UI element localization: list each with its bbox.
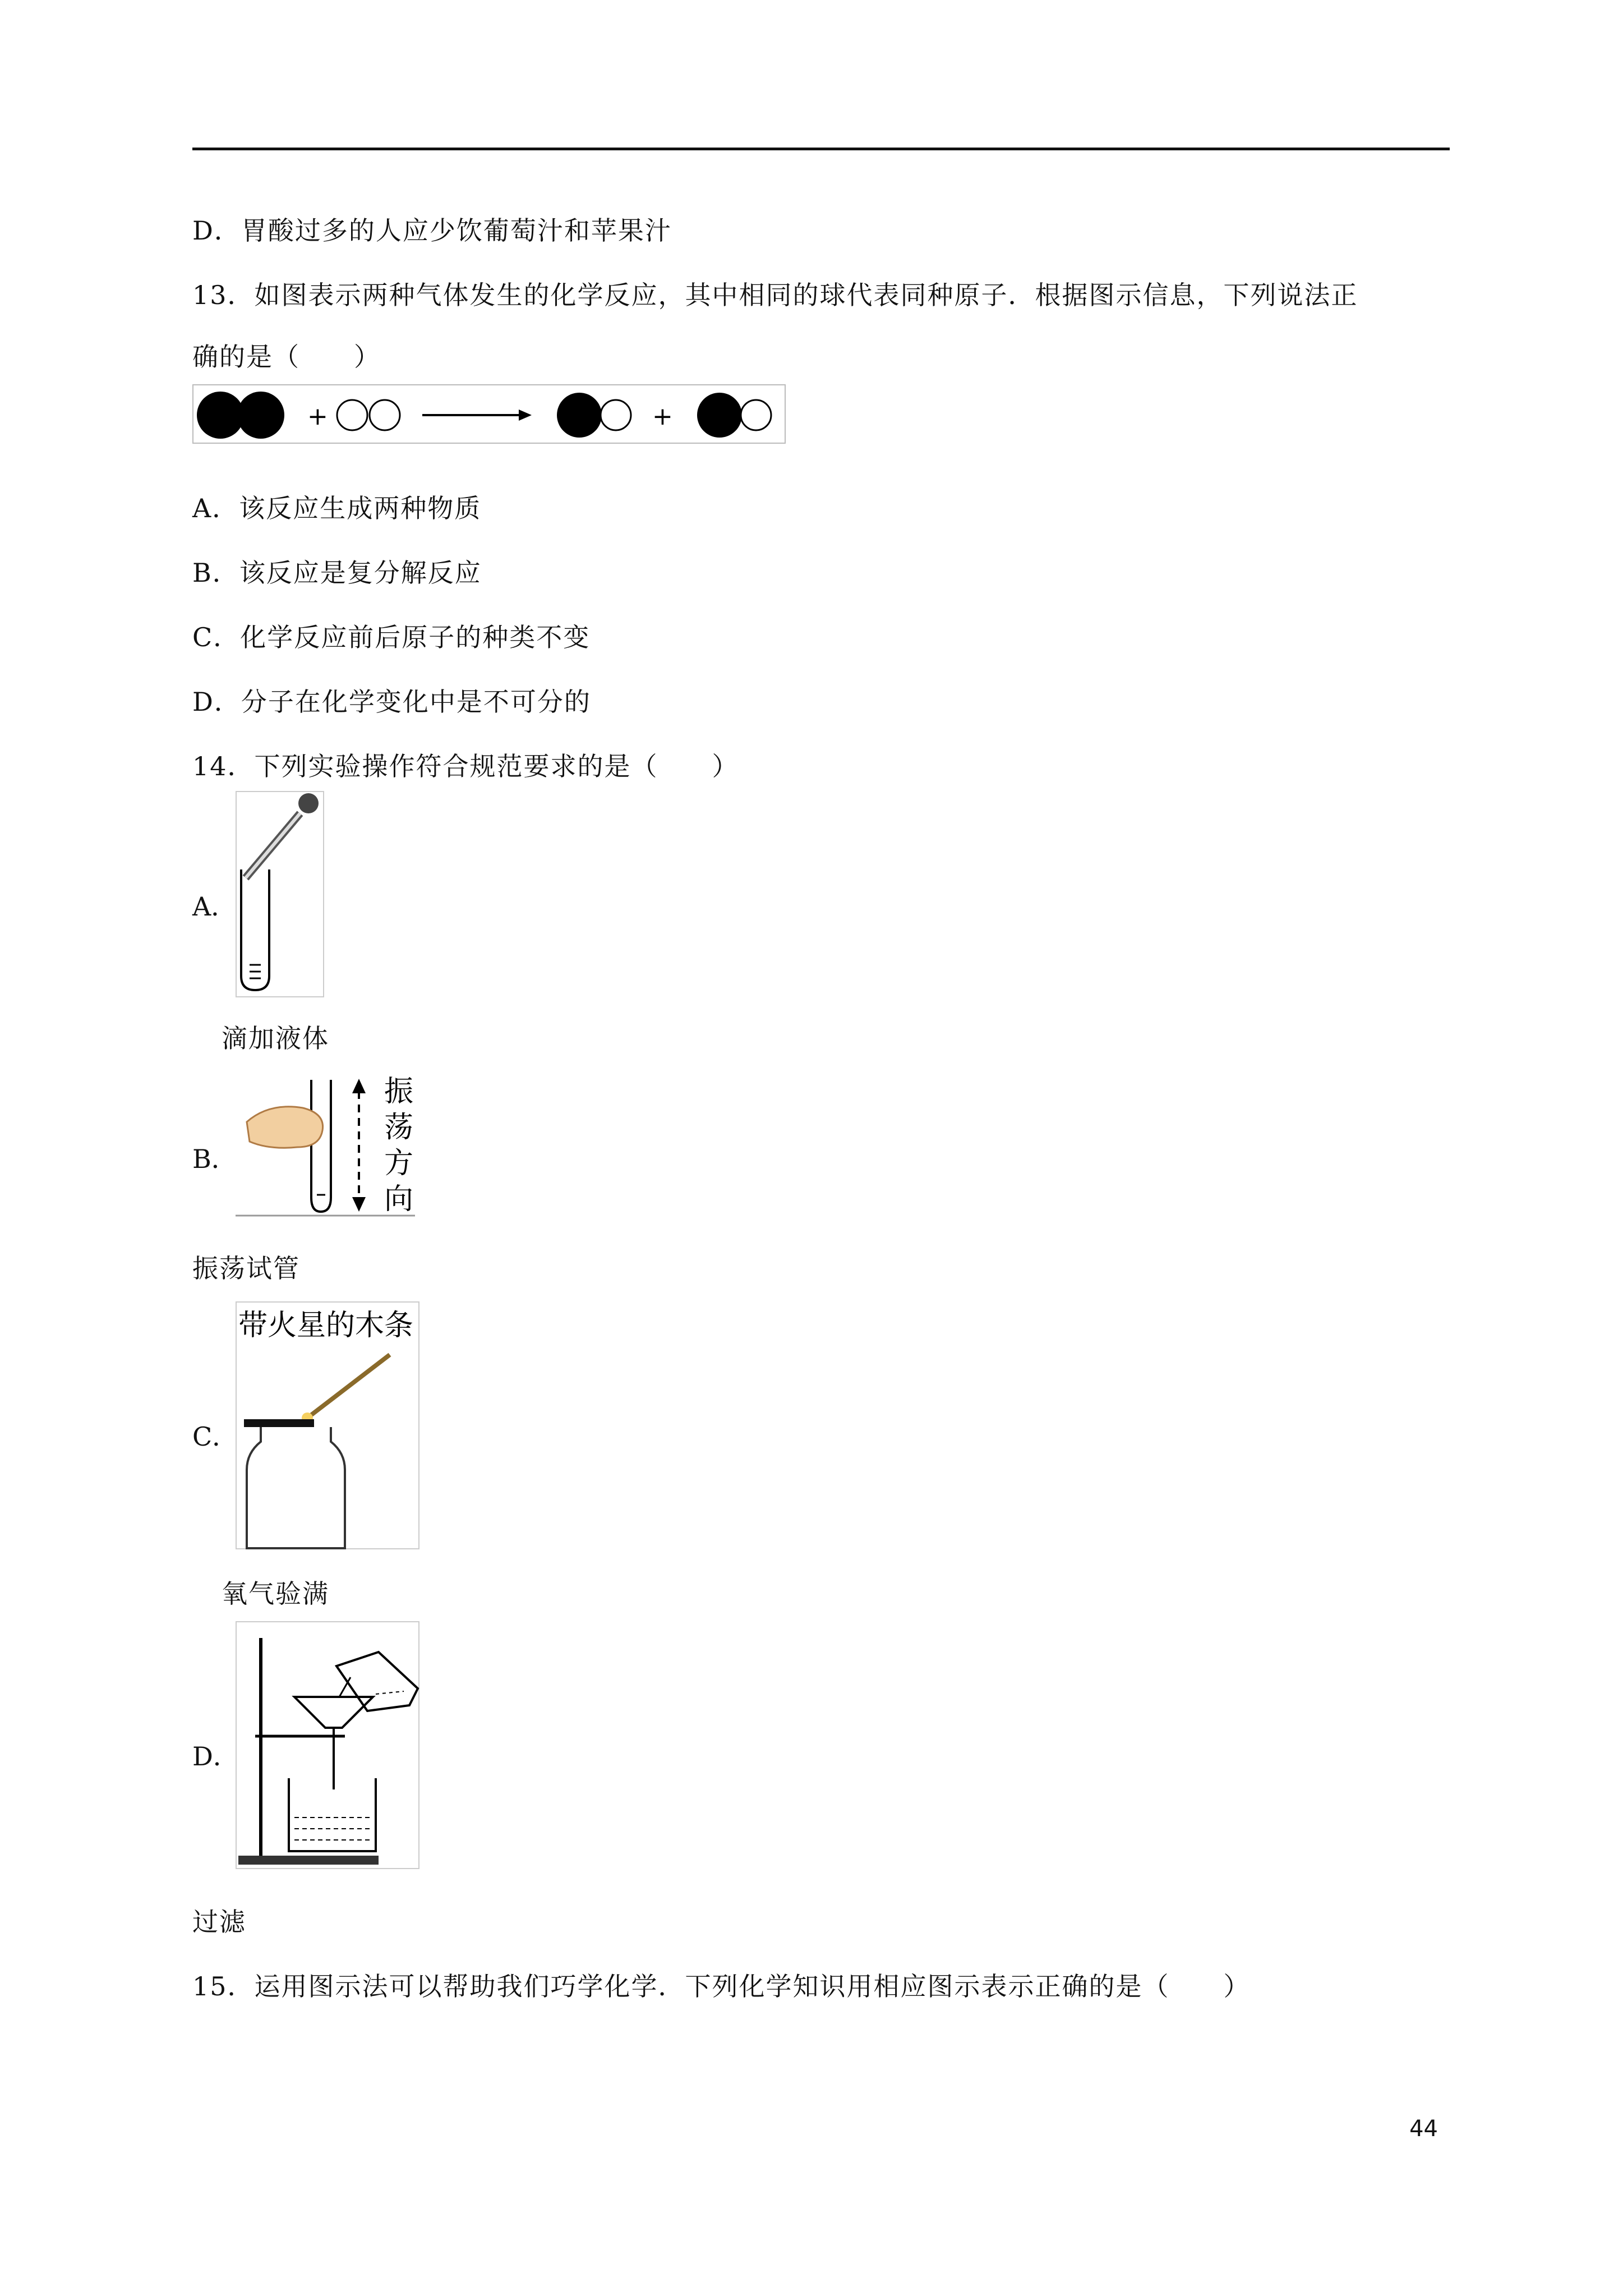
q13-option-d: D．分子在化学变化中是不可分的 [192, 687, 591, 717]
q15-stem: 15．运用图示法可以帮助我们巧学化学．下列化学知识用相应图示表示正确的是（ ） [192, 1971, 1251, 2001]
figure-oxygen-test [236, 1301, 421, 1551]
figure-filtration [236, 1621, 421, 1871]
q14-label-a: A． [192, 891, 237, 922]
plus-sign: + [652, 402, 673, 431]
q14-label-c: C． [192, 1421, 238, 1452]
page-number: 44 [1409, 2116, 1438, 2142]
q14-label-d: D． [192, 1741, 239, 1772]
plus-sign: + [307, 402, 328, 431]
q13-option-a: A．该反应生成两种物质 [192, 493, 482, 523]
shake-direction-char: 振 [384, 1075, 414, 1108]
reaction-diagram [192, 384, 787, 446]
q14-stem: 14．下列实验操作符合规范要求的是（ ） [192, 751, 739, 781]
shake-direction-char: 方 [384, 1147, 414, 1180]
q12-option-d: D．胃酸过多的人应少饮葡萄汁和苹果汁 [192, 215, 672, 246]
figure-shake-tube [236, 1069, 415, 1217]
shake-direction-char: 荡 [384, 1111, 414, 1144]
caption-shake-tube: 振荡试管 [192, 1253, 300, 1283]
q13-option-b: B．该反应是复分解反应 [192, 558, 482, 588]
q13-stem-line1: 13．如图表示两种气体发生的化学反应，其中相同的球代表同种原子．根据图示信息，下列说法正 [192, 280, 1358, 310]
header-rule [192, 148, 1450, 150]
q13-option-c: C．化学反应前后原子的种类不变 [192, 622, 591, 652]
caption-add-liquid: 滴加液体 [222, 1023, 329, 1053]
figure-dropper [236, 791, 325, 999]
q14-label-b: B． [192, 1144, 237, 1174]
splint-label: 带火星的木条 [238, 1309, 414, 1342]
shake-direction-char: 向 [384, 1182, 414, 1216]
caption-filtration: 过滤 [192, 1907, 246, 1937]
q13-stem-line2: 确的是（ ） [192, 342, 381, 372]
caption-oxygen-test: 氧气验满 [222, 1579, 329, 1609]
